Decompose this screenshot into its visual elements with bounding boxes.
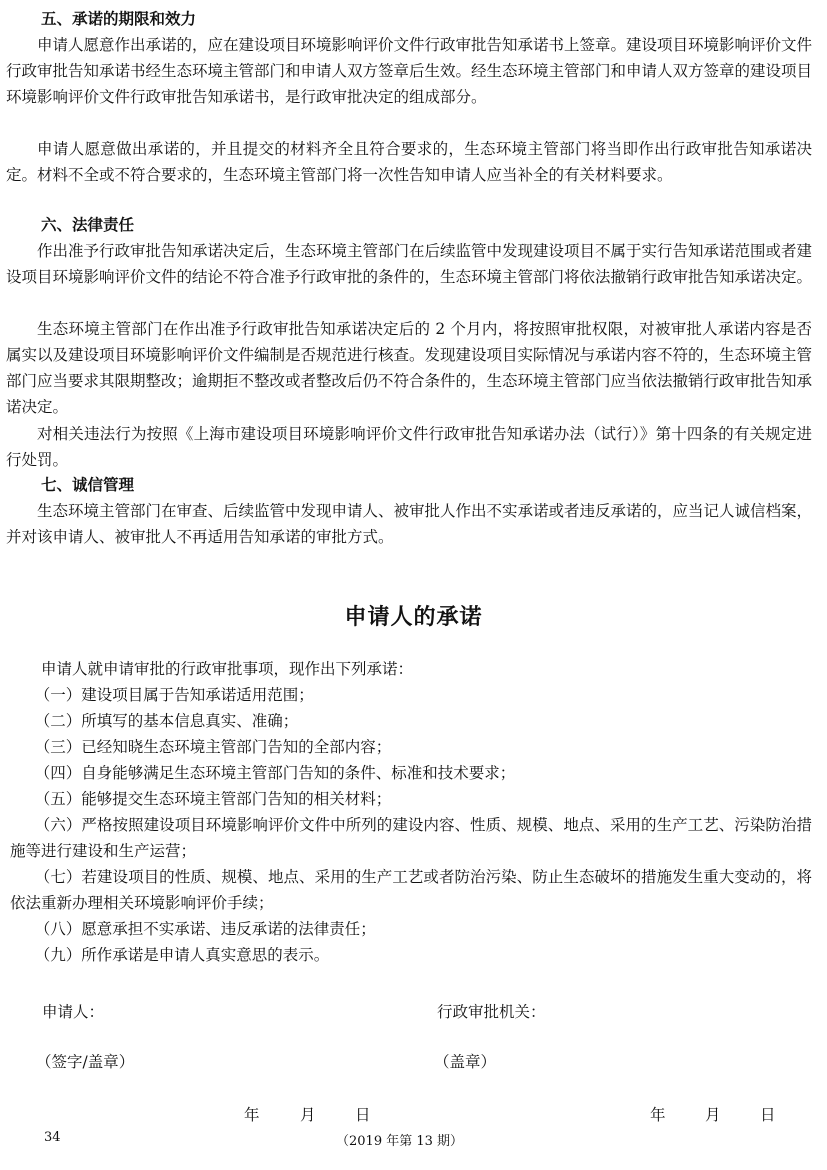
commitment-item: （四）自身能够满足生态环境主管部门告知的条件、标准和技术要求； bbox=[34, 764, 516, 782]
applicant-date-year: 年 bbox=[244, 1106, 260, 1124]
commitment-item: （九）所作承诺是申请人真实意思的表示。 bbox=[34, 946, 330, 964]
section5-heading: 五、承诺的期限和效力 bbox=[41, 9, 197, 28]
authority-date-day: 日 bbox=[760, 1106, 776, 1124]
section6-paragraph-1: 作出准予行政审批告知承诺决定后，生态环境主管部门在后续监管中发现建设项目不属于实行告知承诺范围或者建设项目环境影响评价文件的结论不符合准予行政审批的条件的，生态环境主管部门将依法撤销行政审批告知承诺决定。 bbox=[6, 242, 813, 286]
authority-sign-note: （盖章） bbox=[434, 1053, 497, 1071]
commitment-item: （八）愿意承担不实承诺、违反承诺的法律责任； bbox=[34, 920, 376, 938]
section7-heading: 七、诚信管理 bbox=[41, 475, 135, 494]
commitment-intro: 申请人就申请审批的行政审批事项，现作出下列承诺： bbox=[41, 660, 414, 678]
section5-paragraph-2: 申请人愿意做出承诺的，并且提交的材料齐全且符合要求的，生态环境主管部门将当即作出行政审批告知承诺决定。材料不全或不符合要求的，生态环境主管部门将一次性告知申请人应当补全的有关材料要求。 bbox=[6, 140, 812, 184]
applicant-label: 申请人： bbox=[42, 1003, 105, 1021]
authority-label: 行政审批机关： bbox=[437, 1003, 546, 1021]
commitment-item: （五）能够提交生态环境主管部门告知的相关材料； bbox=[34, 790, 392, 808]
authority-date-year: 年 bbox=[650, 1106, 666, 1124]
commitment-item: （一）建设项目属于告知承诺适用范围； bbox=[34, 686, 314, 704]
applicant-date-month: 月 bbox=[300, 1106, 316, 1124]
page-number: 34 bbox=[44, 1130, 61, 1145]
commitment-item: （三）已经知晓生态环境主管部门告知的全部内容； bbox=[34, 738, 392, 756]
section6-paragraph-3: 对相关违法行为按照《上海市建设项目环境影响评价文件行政审批告知承诺办法（试行）》第十四条的有关规定进行处罚。 bbox=[6, 425, 812, 469]
commitment-item: （二）所填写的基本信息真实、准确； bbox=[34, 712, 299, 730]
commitment-title: 申请人的承诺 bbox=[344, 604, 483, 630]
section5-paragraph-1: 申请人愿意作出承诺的，应在建设项目环境影响评价文件行政审批告知承诺书上签章。建设项目环境影响评价文件行政审批告知承诺书经生态环境主管部门和申请人双方签章后生效。经生态环境主管部门和申请人双方签章的建设项目环境影响评价文件行政审批告知承诺书，是行政审批决定的组成部分。 bbox=[6, 36, 813, 106]
section7-paragraph-1: 生态环境主管部门在审查、后续监管中发现申请人、被审批人作出不实承诺或者违反承诺的，应当记人诚信档案，并对该申请人、被审批人不再适用告知承诺的审批方式。 bbox=[6, 502, 813, 546]
issue-label: （2019 年第 13 期） bbox=[336, 1134, 464, 1149]
commitment-item: （六）严格按照建设项目环境影响评价文件中所列的建设内容、性质、规模、地点、采用的生产工艺、污染防治措施等进行建设和生产运营； bbox=[10, 816, 812, 860]
applicant-sign-note: （签字/盖章） bbox=[36, 1053, 135, 1071]
section6-paragraph-2: 生态环境主管部门在作出准予行政审批告知承诺决定后的 2 个月内，将按照审批权限，对被审批人承诺内容是否属实以及建设项目环境影响评价文件编制是否规范进行核查。发现建设项目实际情况与承诺内容不符的，生态环境主管部门应当要求其限期整改；逾期拒不整改或者整改后仍不符合条件的，生态环境主管部门应当依法撤销行政审批告知承诺决定。 bbox=[6, 320, 813, 416]
commitment-item: （七）若建设项目的性质、规模、地点、采用的生产工艺或者防治污染、防止生态破坏的措施发生重大变动的，将依法重新办理相关环境影响评价手续； bbox=[10, 868, 812, 912]
authority-date-month: 月 bbox=[705, 1106, 721, 1124]
section6-heading: 六、法律责任 bbox=[41, 215, 135, 234]
applicant-date-day: 日 bbox=[355, 1106, 371, 1124]
